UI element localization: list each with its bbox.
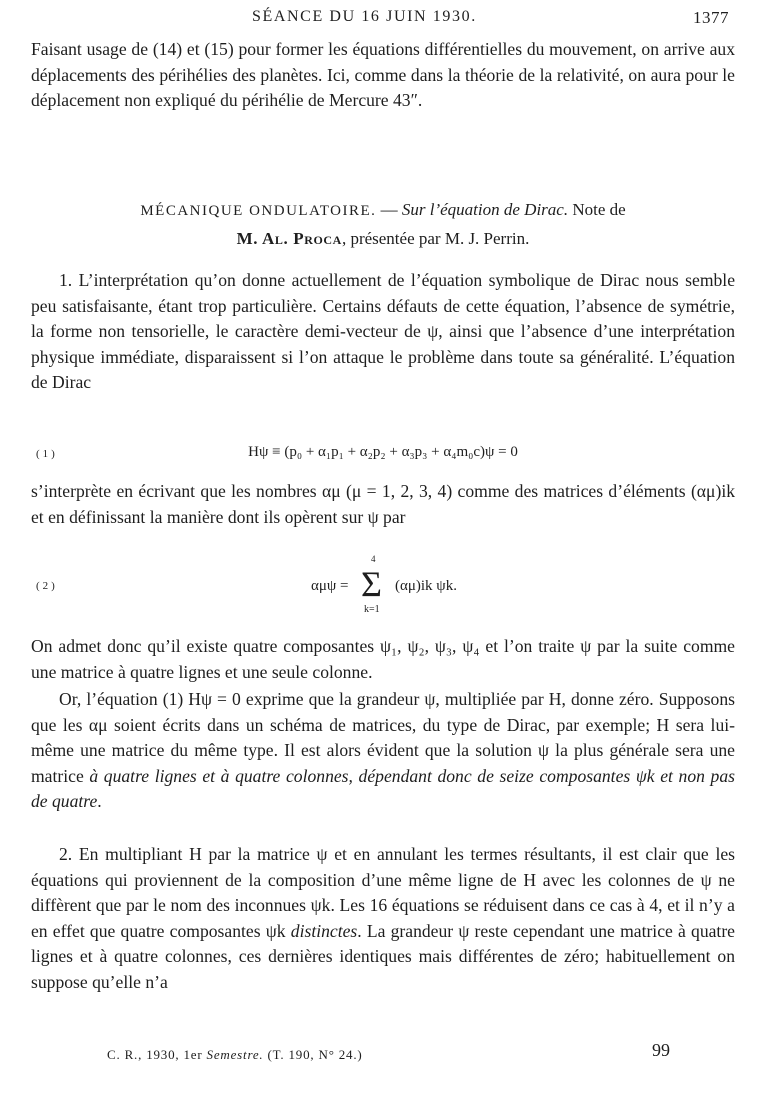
equation-1-body: Hψ ≡ (p₀ + α₁p₁ + α₂p₂ + α₃p₃ + α₄m₀c)ψ = 0 [248, 444, 518, 460]
equation-2-formula [301, 554, 541, 624]
heading-dash: — [376, 200, 402, 219]
note-label: Note de [568, 200, 626, 219]
equation-2-number: (2) [36, 580, 58, 592]
or-paragraph-italic: à quatre lignes et à quatre colonnes, dépendant donc de seize composantes ψk et non pas de quatre [31, 765, 735, 812]
equation-2-rhs: (αμ)ik ψk. [395, 578, 457, 594]
footer-ref-start: C. R., 1930, 1er [107, 1047, 207, 1062]
sum-upper-limit: 4 [371, 554, 376, 564]
or-paragraph [31, 687, 735, 815]
footer-reference [107, 1047, 363, 1063]
heading-line-2 [31, 225, 735, 252]
note-author: M. Al. Proca [236, 229, 342, 248]
section-2-end: . La grandeur ψ reste cependant une matrice à quatre lignes et à quatre colonnes, ces dernières identiques mais différentes de zéro; habituellement on suppose qu’elle n’a [31, 920, 735, 992]
running-title: SÉANCE DU 16 JUIN 1930. [252, 8, 477, 25]
note-heading [31, 196, 735, 252]
footer-ref-end: (T. 190, N° 24.) [263, 1047, 363, 1062]
signature-number: 99 [652, 1040, 670, 1060]
components-paragraph: On admet donc qu’il existe quatre composantes ψ₁, ψ₂, ψ₃, ψ₄ et l’on traite ψ par la suite comme une matrice à quatre lignes et une seule colonne. [31, 636, 735, 682]
heading-line-1 [31, 196, 735, 225]
section-2-start: 2. En multipliant H par la matrice ψ et en annulant les termes résultants, il est clair que les équations qui proviennent de la composition d’une même ligne de H avec les colonnes de ψ ne diffèrent que par le nom des inconnues ψk. Les 16 équations se réduisent dans ce cas à 4, et il n’y a en effet que quatre composantes ψk [31, 844, 735, 941]
section-2-paragraph [31, 842, 735, 996]
running-head [0, 8, 777, 32]
note-rubric: MÉCANIQUE ONDULATOIRE. [140, 203, 377, 219]
equation-2 [31, 554, 735, 624]
sigma-symbol: Σ [361, 564, 382, 604]
section-2-italic: distinctes [290, 920, 358, 941]
after-equation-1-paragraph: s’interprète en écrivant que les nombres αμ (μ = 1, 2, 3, 4) comme des matrices d’éléments (αμ)ik et en définissant la manière dont ils opèrent sur ψ par [31, 481, 735, 527]
page-number: 1377 [693, 8, 729, 27]
sum-lower-limit: k=1 [364, 604, 380, 615]
section-1-paragraph: 1. L’interprétation qu’on donne actuellement de l’équation symbolique de Dirac nous semble peu satisfaisante, étant trop particulière. Certains défauts de cette équation, l’absence de symétrie, la forme non tensorielle, le caractère demi-vecteur de ψ, ainsi que l’absence d’une interprétation physique immédiate, disparaissent si l’on attaque le problème dans toute sa généralité. L’équation de Dirac [31, 270, 735, 393]
equation-2-lhs: αμψ = [311, 578, 349, 594]
intro-paragraph: Faisant usage de (14) et (15) pour former les équations différentielles du mouvement, on arrive aux déplacements des périhélies des planètes. Ici, comme dans la théorie de la relativité, on aura pour le déplacement non expliqué du périhélie de Mercure 43″. [31, 39, 735, 111]
or-paragraph-end: . [97, 791, 102, 812]
presented-by: , présentée par M. J. Perrin. [341, 229, 530, 248]
equation-1 [31, 444, 735, 472]
footer-ref-semester: Semestre. [206, 1047, 264, 1062]
note-title: Sur l’équation de Dirac. [401, 200, 569, 219]
or-paragraph-start: Or, l’équation (1) Hψ = 0 exprime que la grandeur ψ, multipliée par H, donne zéro. Supposons que les αμ soient écrits dans un schéma de matrices, du type de Dirac, par exemple; H sera lui-même une matrice du même type. Il est alors évident que la solution ψ la plus générale sera une matrice [31, 689, 735, 786]
equation-1-number: (1) [36, 448, 58, 460]
